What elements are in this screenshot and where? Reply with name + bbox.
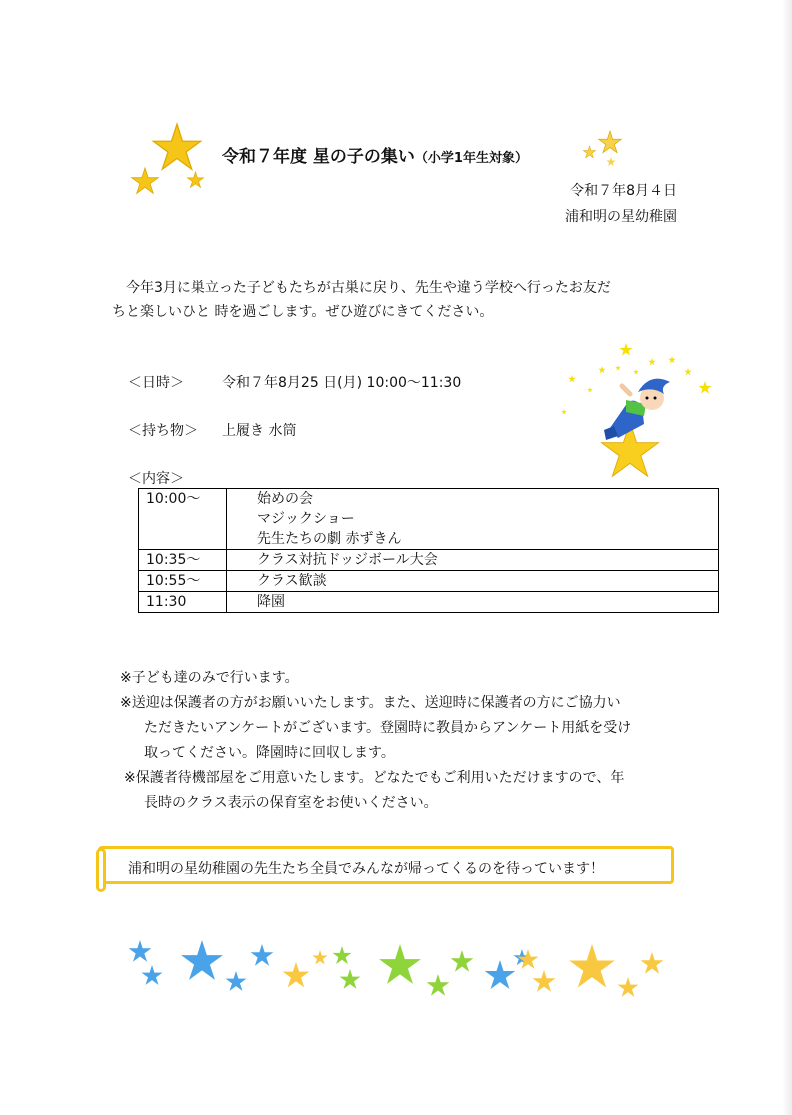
page-title	[222, 142, 528, 167]
items-label: ＜持ち物＞	[128, 423, 198, 439]
page-edge	[782, 0, 792, 1115]
table-row	[139, 489, 719, 550]
banner-text: 浦和明の星幼稚園の先生たち全員でみんなが帰ってくるのを待っています！	[128, 861, 604, 877]
issue-date: 令和７年8月４日	[570, 183, 677, 199]
intro-paragraph	[112, 276, 682, 324]
table-row	[139, 592, 719, 613]
star-icon	[152, 124, 202, 174]
star-icon	[606, 157, 616, 167]
organization-name: 浦和明の星幼稚園	[565, 209, 677, 225]
star-icon	[598, 131, 622, 155]
schedule-activities	[227, 489, 719, 550]
table-row	[139, 550, 719, 571]
notes	[120, 666, 700, 816]
intro-line-2: ちと楽しいひと 時を過ごします。ぜひ遊びにきてください。	[112, 304, 494, 320]
note-2-cont: ただきたいアンケートがございます。登園時に教員からアンケート用紙を受け	[144, 720, 632, 736]
intro-line-1: 今年3月に巣立った子どもたちが古巣に戻り、先生や違う学校へ行ったお友だ	[126, 280, 611, 296]
activity: 降園	[227, 592, 719, 613]
schedule-table	[138, 488, 719, 613]
star-icon	[131, 168, 159, 196]
banner-scroll-end	[96, 848, 106, 892]
note-2: ※送迎は保護者の方がお願いいたします。また、送迎時に保護者の方にご協力い	[120, 695, 621, 711]
note-3-cont: 長時のクラス表示の保育室をお使いください。	[144, 795, 438, 811]
content-label: ＜内容＞	[128, 471, 184, 487]
star-icon	[583, 146, 596, 159]
schedule-time: 10:00～	[139, 489, 227, 550]
schedule-time: 10:35～	[139, 550, 227, 571]
note-1: ※子ども達のみで行います。	[120, 670, 299, 686]
datetime-label: ＜日時＞	[128, 375, 184, 391]
star-icon	[187, 172, 204, 189]
activity: クラス対抗ドッジボール大会	[227, 550, 719, 571]
note-3: ※保護者待機部屋をご用意いたします。どなたでもご利用いただけますので、年	[124, 770, 625, 786]
title-sub: （小学1年生対象）	[414, 151, 528, 166]
child-on-star-icon	[560, 342, 720, 480]
title-main: 令和７年度 星の子の集い	[222, 147, 415, 167]
activity: 始めの会	[257, 491, 313, 507]
schedule-time: 11:30	[139, 592, 227, 613]
activity: 先生たちの劇 赤ずきん	[257, 531, 402, 547]
activity: クラス歓談	[227, 571, 719, 592]
table-row	[139, 571, 719, 592]
activity: マジックショー	[257, 511, 355, 527]
star-garland-icon	[124, 936, 670, 1002]
datetime-value: 令和７年8月25 日(月) 10:00～11:30	[222, 375, 462, 391]
items-value: 上履き 水筒	[222, 423, 297, 439]
note-2-cont: 取ってください。降園時に回収します。	[144, 745, 395, 761]
schedule-time: 10:55～	[139, 571, 227, 592]
